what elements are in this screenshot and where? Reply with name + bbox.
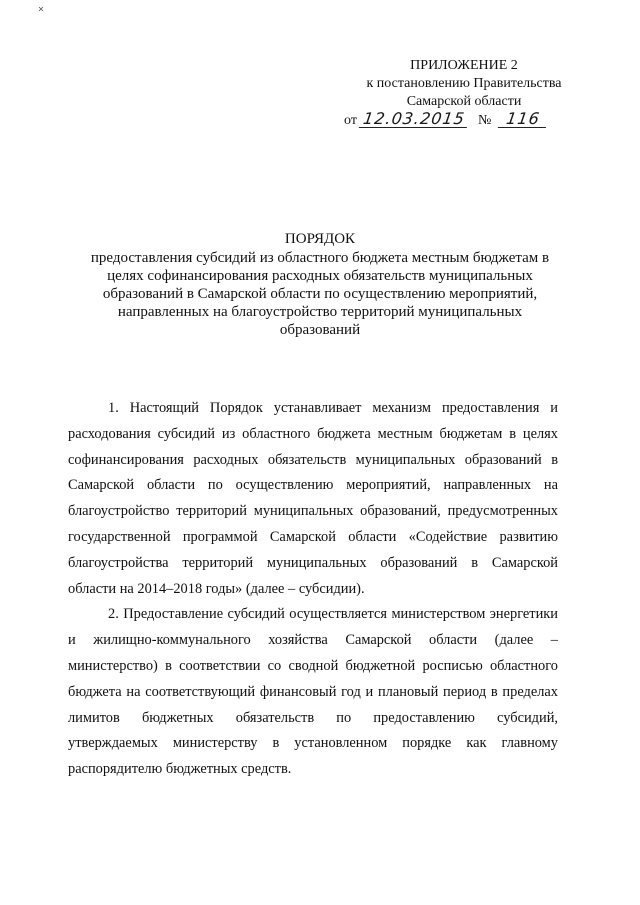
appendix-line-2: к постановлению Правительства [366,76,562,91]
from-label: от [344,113,357,128]
subtitle-line: образований в Самарской области по осуществлению мероприятий, [102,286,538,302]
subtitle-line: направленных на благоустройство территорий муниципальных [117,304,523,320]
appendix-date-line [344,111,584,130]
appendix-title: ПРИЛОЖЕНИЕ 2 [410,58,518,73]
document-heading: ПОРЯДОК [284,231,356,247]
document-title-block [60,230,580,339]
handwritten-number: 116 [498,111,548,128]
document-body [68,396,558,783]
paragraph-1: 1. Настоящий Порядок устанавливает механизм предоставления и расходования субсидий из областного бюджета местным бюджетам в целях софинансирования расходных обязательств муниципальных образований в Самарской области по осуществлению мероприятий, направленных на благоустройство территорий муниципальных образований, предусмотренных государственной программой Самарской области «Содействие развитию благоустройства территорий муниципальных образований в Самарской области на 2014–2018 годы» (далее – субсидии). [68,400,558,597]
appendix-header [344,57,584,130]
subtitle-line: целях софинансирования расходных обязательств муниципальных [107,268,533,284]
subtitle-line: предоставления субсидий из областного бюджета местным бюджетам в [90,250,550,266]
subtitle-line: образований [279,322,361,338]
paragraph-2: 2. Предоставление субсидий осуществляется министерством энергетики и жилищно-коммунального хозяйства Самарской области (далее – министерство) в соответствии со сводной бюджетной росписью областного бюджета на соответствующий финансовый год и плановый период в пределах лимитов бюджетных обязательств по предоставлению субсидий, утверждаемых министерству в установленном порядке как главному распорядителю бюджетных средств. [68,606,558,778]
appendix-line-3: Самарской области [406,94,522,109]
number-label: № [477,113,492,128]
corner-mark-icon [38,6,44,12]
handwritten-date: 12.03.2015 [359,111,469,128]
